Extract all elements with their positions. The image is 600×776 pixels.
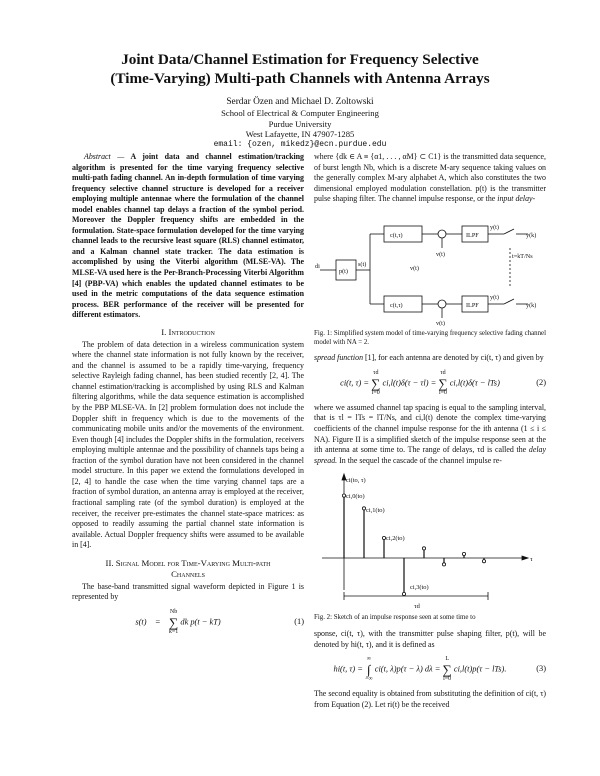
- fig1-lpf1-label: ILPF: [466, 231, 479, 239]
- fig2-ylabel: ci(to, τ): [346, 477, 366, 485]
- eq3-rhs: ci,l(t)p(τ − lTs).: [453, 664, 507, 674]
- eq3-int-bottom: −∞: [365, 676, 373, 683]
- eq3-lhs: hi(t, τ) =: [333, 664, 363, 674]
- right-p3-emphasis: delay spread.: [314, 445, 546, 465]
- section-2-heading-line2: Channels: [171, 568, 205, 579]
- right-p1-text: where {dk ∈ A ≡ {α1, . . . , αM} ⊂ C1} is the transmitted data sequence, of burst length Nb, which is a discrete M-ary sequence taking values on the generally complex M-ary alphabet A, which also constitutes the two dimensional employed modulation constellation. p(t) is the transmitter pulse shaping filter. The channel impulse response, or the: [314, 152, 546, 204]
- right-paragraph-5: The second equality is obtained from substituting the definition of ci(t, τ) from Equation (2). Let ri(t) be the received: [314, 689, 546, 709]
- fig1-channel2-label: c(t,τ): [390, 301, 403, 309]
- eq3-sum-bottom: l=0: [443, 676, 452, 683]
- author-email: email: {ozen, mikedz}@ecn.purdue.edu: [213, 139, 387, 149]
- fig2-tap0-label: ci,0(to): [346, 493, 365, 501]
- eq1-sum-bottom: k=1: [168, 628, 179, 635]
- left-column: [72, 152, 304, 642]
- right-paragraph-1: [314, 152, 546, 205]
- eq1-sum-top: Nb: [169, 608, 178, 615]
- section-1-heading: I. Introduction: [161, 326, 215, 337]
- eq1-sum: Nb ∑ k=1: [168, 608, 179, 635]
- abstract: [72, 152, 304, 321]
- eq1-rhs: dk p(t − kT): [180, 617, 221, 627]
- eq2-sum2-bottom: l=0: [438, 389, 447, 396]
- fig1-y1t-label: y(t): [490, 223, 499, 231]
- fig1-y2t-label: y(t): [490, 293, 499, 301]
- fig2-tap2-label: ci,2(to): [386, 535, 405, 543]
- fig2-taps: [342, 494, 485, 596]
- fig1-st-label: s(t): [358, 260, 367, 268]
- eq2-rhs: ci,l(t)δ(τ − lTs): [449, 378, 500, 388]
- fig1-noise1-label: v(t): [436, 250, 445, 258]
- figure-1-system-diagram: [314, 208, 546, 326]
- right-p1-emphasis: input delay-: [497, 194, 536, 204]
- equation-3: [314, 656, 546, 683]
- equation-3-number: (3): [536, 664, 546, 674]
- section-2-heading: [72, 558, 304, 580]
- abstract-body: A joint data and channel estimation/tracking algorithm is presented for the time varying frequency selective multi-path fading channel. An in-depth formulation of time varying frequency selective channel structure is developed for a receiver employing multiple antennae where the formulation of the channel model enables channel tap delays a fraction of the symbol period. Moreover the Doppler frequency shifts are embedded in the formulation. State-space formulation developed for the time varying channel leads to the recursive least square (RLS) channel estimator, and a Kalman channel state tracker. The data estimation is accomplished by using the Viterbi algorithm (MLSE-VA). The MLSE-VA used here is the Per-Branch-Processing Viterbi Algorithm [4] (PBP-VA) which enables the updated channel estimates to be used in the metric computations of the data sequence estimation process. BER performance of the receiver will be presented for different estimators.: [72, 152, 305, 320]
- eq3-sum-top: L: [445, 656, 449, 663]
- right-column: [314, 152, 546, 710]
- right-paragraph-3: [314, 403, 546, 466]
- section-1-paragraph: The problem of data detection in a wireless communication system where the channel state information is not fully known by the receiver, and the channel is assumed to be a rapidly time-varying, frequency selective Rayleigh fading channel, has been studied recently [2, 4]. The channel estimation/tracking is accomplished by using RLS and Kalman filtering algorithms, while the data sequence estimation is accomplished by the PBP MLSE-VA. In [2] problem formulation does not include the Doppler shift in frequency which is due to the movements of the communicating mobile units and/or the movements of the environment. Even though [4] includes the Doppler shifts in the formulation, receivers employing multiple antennae and the possibility of channels taps being a fraction of the symbol duration have not been considered in the channel model structure. In this paper we extend the formulations developed in [2, 4] to handle the case when the time varying channel taps are a fraction of symbol duration, an antenna array is employed at the receiver, fractional sampling rate (of the symbol duration) is employed at the receiver, the receiver pre-estimates the channel state-space matrices: as opposed to readily assuming the partial channel state information is available. Actual Doppler frequency shifts were assumed to be available in [4].: [72, 339, 304, 550]
- eq2-sum2-top: τd: [440, 369, 446, 376]
- eq3-mid: ci(t, λ)p(τ − λ) dλ =: [374, 664, 441, 674]
- fig1-noise3-label: v(t): [410, 264, 419, 272]
- eq1-equals: =: [154, 617, 161, 627]
- fig2-tap3-label: ci,3(to): [410, 584, 429, 592]
- equation-2-number: (2): [536, 378, 546, 388]
- affiliation-address: West Lafayette, IN 47907-1285: [245, 129, 355, 139]
- equation-1-number: (1): [294, 617, 304, 626]
- eq2-sum1-bottom: l=0: [371, 389, 380, 396]
- affiliation-school: School of Electrical & Computer Engineering: [221, 108, 379, 118]
- fig2-tap-head-4: [422, 547, 425, 550]
- figure-2-caption: Fig. 2: Sketch of an impulse response seen at some time to: [314, 614, 476, 622]
- figure-2-impulse-response: [314, 468, 546, 610]
- eq2-sum-1: τd ∑ l=0: [371, 369, 381, 396]
- affiliation-university: Purdue University: [268, 118, 332, 129]
- fig1-lpf2-label: ILPF: [466, 301, 479, 309]
- eq3-integral: ∞ ∫ −∞: [365, 656, 373, 683]
- right-p2-emphasis: spread function: [314, 353, 364, 363]
- fig2-tap1-label: ci,1(to): [366, 507, 385, 515]
- eq2-sum-2: τd ∑ l=0: [438, 369, 448, 396]
- fig1-pt-label: p(t): [339, 267, 348, 275]
- equation-2: [314, 370, 546, 397]
- paper-title-line1: Joint Data/Channel Estimation for Frequency Selective: [121, 51, 479, 68]
- equation-2-body: [314, 370, 526, 397]
- equation-1-body: [72, 609, 284, 636]
- paper-title-line2: (Time-Varying) Multi-path Channels with Antenna Arrays: [110, 70, 490, 87]
- fig1-di-label: di: [315, 262, 320, 270]
- abstract-lead: Abstract —: [84, 152, 125, 161]
- fig2-x-arrow: [522, 556, 528, 560]
- fig1-y1k-label: y(k): [526, 231, 537, 239]
- fig2-tap-head-6: [462, 553, 465, 556]
- fig1-y2k-label: y(k): [526, 301, 537, 309]
- section-2-paragraph: The base-band transmitted signal waveform depicted in Figure 1 is represented by: [72, 581, 304, 602]
- right-p3-text: where we assumed channel tap spacing is equal to the sampling interval, that is τl = lTs = lT/Ns, and ci,l(t) denote the complex time-varying coefficients of the channel impulse response for the ith antenna (1 ≤ i ≤ NA). Figure II is a simplified sketch of the impulse response seen at the ith antenna at some time to. The range of delays, τd is called the: [314, 402, 546, 455]
- eq3-int-top: ∞: [366, 656, 371, 663]
- fig2-tap-head-5: [442, 563, 445, 566]
- fig2-tap-head-7: [482, 560, 485, 563]
- section-2-heading-line1: II. Signal Model for Time-Varying Multi-path: [105, 557, 271, 568]
- figure-1-caption: Fig. 1: Simplified system model of time-varying frequency selective fading channel model with NA = 2.: [314, 329, 546, 346]
- equation-1: [72, 609, 304, 636]
- eq2-lhs: ci(t, τ) =: [340, 378, 370, 388]
- fig1-noise2-label: v(t): [436, 319, 445, 326]
- right-paragraph-2: [314, 353, 546, 364]
- eq1-lhs: s(t): [135, 617, 147, 627]
- author-names: Serdar Özen and Michael D. Zoltowski: [226, 97, 374, 107]
- eq2-mid: ci,l(t)δ(τ − τl) =: [382, 378, 437, 388]
- eq3-sum: L ∑ l=0: [442, 656, 452, 683]
- fig2-tau-label: τ: [530, 556, 533, 564]
- fig1-sampling-label: t=kT/Ns: [512, 252, 533, 260]
- fig2-tap-head-3: [402, 593, 405, 596]
- right-p2-text: [1], for each antenna are denoted by ci(t, τ) and given by: [365, 353, 544, 363]
- equation-3-body: [314, 656, 526, 683]
- paper-header: [0, 50, 600, 149]
- right-paragraph-4: sponse, ci(t, τ), with the transmitter pulse shaping filter, p(t), will be denoted by hi(t, τ), and it is defined as: [314, 628, 546, 649]
- fig2-taud-label: τd: [414, 603, 420, 611]
- fig1-channel1-label: c(t,τ): [390, 231, 403, 239]
- right-p3-continuation: In the sequel the cascade of the channel impulse re-: [339, 455, 502, 465]
- eq2-sum1-top: τd: [373, 369, 379, 376]
